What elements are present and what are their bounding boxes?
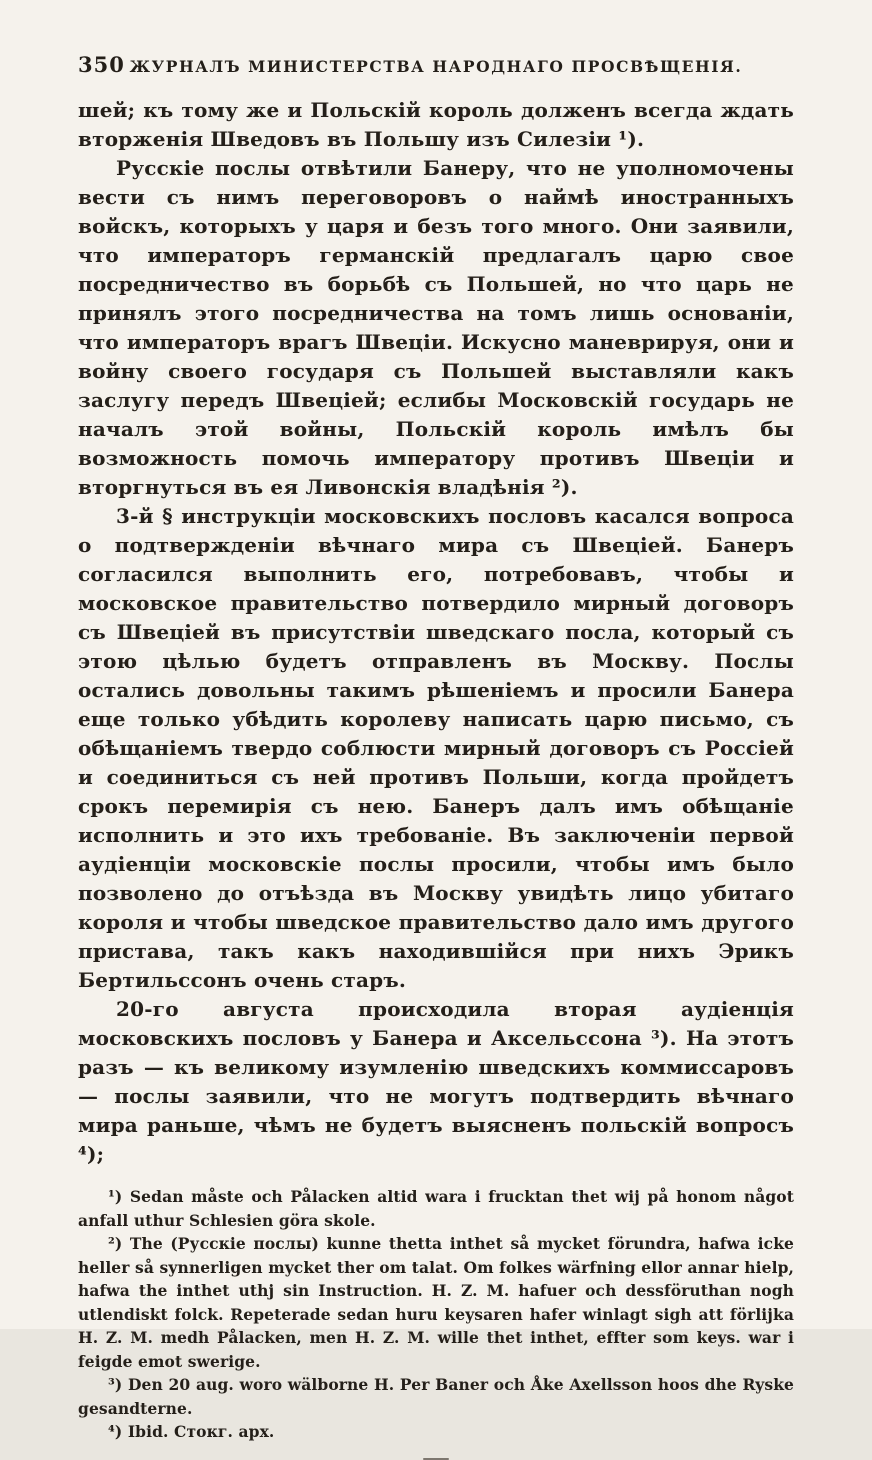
bottom-ornament [423,1458,449,1460]
paragraph: Русскіе послы отвѣтили Банеру, что не уполномочены вести съ нимъ переговоровъ о наймѣ иностранныхъ войскъ, которыхъ у царя и безъ того много. Они заявили, что императоръ германскій предлагалъ царю свое посредничество въ борьбѣ съ Польшей, но что царь не принялъ этого посредничества на томъ лишь основаніи, что императоръ врагъ Швеціи. Искусно маневрируя, они и войну своего государя съ Польшей выставляли какъ заслугу передъ Швеціей; еслибы Московскій государь не началъ этой войны, Польскій король имѣлъ бы возможность помочь императору противъ Швеціи и вторгнуться въ ея Ливонскія владѣнія ²). [78,156,794,499]
journal-title: ЖУРНАЛЪ МИНИСТЕРСТВА НАРОДНАГО ПРОСВѢЩЕНІЯ. [129,57,743,76]
footnotes-section [78,1185,794,1444]
footnote-1: ¹) Sedan måste och Pålacken altid wara i frucktan thet wij på honom något anfall uthur Schlesien göra skole. [78,1187,794,1230]
page-header [78,52,794,84]
footnote-2: ²) The (Русскіе послы) kunne thetta inthet så mycket förundra, hafwa icke heller så synnerligen mycket ther om talat. Om folkes wärfning ellor annar hielp, hafwa the inthet uthj sin Instruction. H. Z. M. hafuer och dessföruthan nogh utlendiskt folck. Repeterade sedan huru keysaren hafer winlagt sigh att förlijka H. Z. M. medh Pålacken, men H. Z. M. wille thet inthet, effter som keys. war i feigde emot swerige. [78,1234,794,1371]
footnote-3: ³) Den 20 aug. woro wälborne H. Per Baner och Åke Axellsson hoos dhe Ryske gesandterne. [78,1375,794,1418]
paragraph-continuation: шей; къ тому же и Польскій король долженъ всегда ждать вторженія Шведовъ въ Польшу изъ Силезіи ¹). [78,98,794,151]
paragraph: 3-й § инструкціи московскихъ пословъ касался вопроса о подтвержденіи вѣчнаго мира съ Швеціей. Банеръ согласился выполнить его, потребовавъ, чтобы и московское правительство потвердило мирный договоръ съ Швеціей въ присутствіи шведскаго посла, который съ этою цѣлью будетъ отправленъ въ Москву. Послы остались довольны такимъ рѣшеніемъ и просили Банера еще только убѣдить королеву написать царю письмо, съ обѣщаніемъ твердо соблюсти мирный договоръ съ Россіей и соединиться съ ней противъ Польши, когда пройдетъ срокъ перемирія съ нею. Банеръ далъ имъ обѣщаніе исполнить и это ихъ требованіе. Въ заключеніи первой аудіенціи московскіе послы просили, чтобы имъ было позволено до отъѣзда въ Москву увидѣть лицо убитаго короля и чтобы шведское правительство дало имъ другого пристава, такъ какъ находившійся при нихъ Эрикъ Бертильссонъ очень старъ. [78,504,794,992]
footnote-4: ⁴) Ibid. Стокг. арх. [108,1422,275,1441]
page-number: 350 [78,52,125,77]
main-text-block [78,96,794,1169]
paragraph: 20-го августа происходила вторая аудіенція московскихъ пословъ у Банера и Аксельссона ³). На этотъ разъ — къ великому изумленію шведскихъ коммиссаровъ — послы заявили, что не могутъ подтвердить вѣчнаго мира раньше, чѣмъ не будетъ выясненъ польскій вопросъ ⁴); [78,997,794,1166]
